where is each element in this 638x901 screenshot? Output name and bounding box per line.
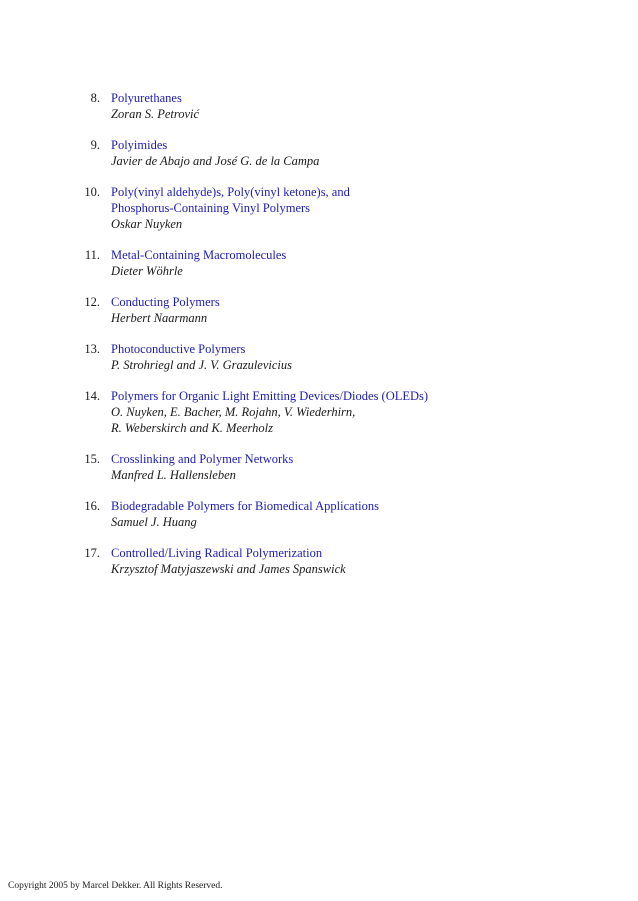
- chapter-title-link[interactable]: Poly(vinyl aldehyde)s, Poly(vinyl ketone)s, and: [111, 185, 350, 199]
- table-of-contents: [0, 90, 638, 592]
- chapter-authors: Herbert Naarmann: [111, 311, 208, 325]
- entry-content: [111, 184, 611, 232]
- chapter-title-link[interactable]: Biodegradable Polymers for Biomedical Applications: [111, 499, 379, 513]
- chapter-title-link[interactable]: Phosphorus-Containing Vinyl Polymers: [111, 201, 311, 215]
- toc-entry: [0, 247, 638, 279]
- chapter-number: 12.: [84, 295, 100, 309]
- toc-entry: [0, 294, 638, 326]
- chapter-number: 16.: [84, 499, 100, 513]
- toc-entry: [0, 451, 638, 483]
- toc-entry: [0, 90, 638, 122]
- chapter-authors: Samuel J. Huang: [111, 515, 197, 529]
- entry-content: [111, 247, 611, 279]
- entry-content: [111, 294, 611, 326]
- chapter-authors: Krzysztof Matyjaszewski and James Spanswick: [111, 562, 346, 576]
- chapter-number: 13.: [84, 342, 100, 356]
- toc-entry: [0, 498, 638, 530]
- chapter-title-link[interactable]: Photoconductive Polymers: [111, 342, 246, 356]
- chapter-number: 9.: [90, 138, 100, 152]
- chapter-number: 14.: [84, 389, 100, 403]
- chapter-authors: Zoran S. Petrović: [111, 107, 200, 121]
- entry-content: [111, 498, 611, 530]
- chapter-authors: P. Strohriegl and J. V. Grazulevicius: [111, 358, 293, 372]
- chapter-number: 10.: [84, 185, 100, 199]
- toc-entry: [0, 341, 638, 373]
- chapter-authors: Dieter Wöhrle: [111, 264, 183, 278]
- entry-content: [111, 90, 611, 122]
- toc-entry: [0, 388, 638, 436]
- chapter-title-link[interactable]: Conducting Polymers: [111, 295, 220, 309]
- chapter-title-link[interactable]: Polyurethanes: [111, 91, 182, 105]
- chapter-number: 15.: [84, 452, 100, 466]
- chapter-title-link[interactable]: Crosslinking and Polymer Networks: [111, 452, 294, 466]
- chapter-title-link[interactable]: Metal-Containing Macromolecules: [111, 248, 287, 262]
- chapter-title-link[interactable]: Polyimides: [111, 138, 168, 152]
- chapter-authors: Manfred L. Hallensleben: [111, 468, 236, 482]
- chapter-authors: Javier de Abajo and José G. de la Campa: [111, 154, 320, 168]
- entry-content: [111, 451, 611, 483]
- toc-entry: [0, 545, 638, 577]
- chapter-number: 11.: [84, 248, 100, 262]
- chapter-authors: Oskar Nuyken: [111, 217, 183, 231]
- toc-entry: [0, 137, 638, 169]
- chapter-title-link[interactable]: Controlled/Living Radical Polymerization: [111, 546, 323, 560]
- chapter-number: 8.: [90, 91, 100, 105]
- chapter-title-link[interactable]: Polymers for Organic Light Emitting Devices/Diodes (OLEDs): [111, 389, 429, 403]
- chapter-authors: O. Nuyken, E. Bacher, M. Rojahn, V. Wiederhirn,: [111, 405, 356, 419]
- toc-entry: [0, 184, 638, 232]
- chapter-number: 17.: [84, 546, 100, 560]
- entry-content: [111, 341, 611, 373]
- copyright-notice: Copyright 2005 by Marcel Dekker. All Rights Reserved.: [8, 881, 223, 891]
- entry-content: [111, 388, 611, 436]
- entry-content: [111, 137, 611, 169]
- entry-content: [111, 545, 611, 577]
- chapter-authors: R. Weberskirch and K. Meerholz: [111, 421, 274, 435]
